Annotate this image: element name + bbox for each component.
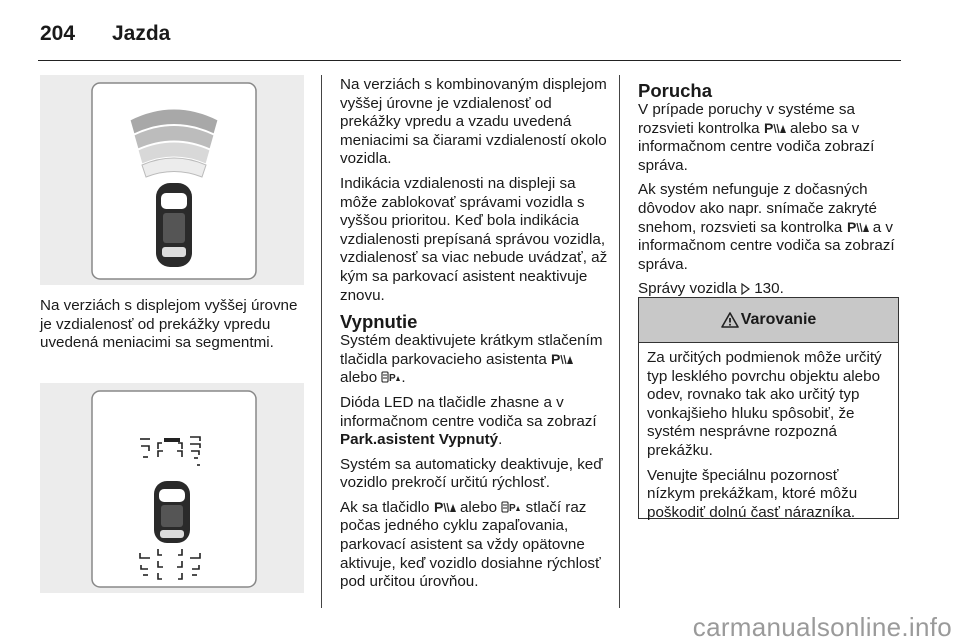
warning-title: Varovanie bbox=[740, 311, 817, 328]
park-assist-icon bbox=[847, 220, 869, 234]
front-segments-figure bbox=[40, 75, 304, 285]
advanced-park-assist-icon bbox=[501, 500, 521, 514]
svg-text:P: P bbox=[389, 373, 397, 385]
column-divider-1 bbox=[321, 75, 322, 608]
warning-header bbox=[639, 298, 898, 343]
watermark: carmanualsonline.info bbox=[692, 612, 952, 642]
advanced-park-assist-icon bbox=[381, 370, 401, 384]
section-heading-porucha: Porucha bbox=[638, 80, 713, 101]
paragraph: Systém deaktivujete krátkym stlačením tlačidla parkovacieho asistenta P alebo P . bbox=[340, 332, 603, 387]
figure-caption: Na verziách s displejom vyššej úrovne je vzdialenosť od prekážky vpredu uvedená meniacimi sa segmentmi. bbox=[40, 297, 298, 352]
paragraph: Na verziách s kombinovaným displejom vyššej úrovne je vzdialenosť od prekážky vpredu a vzadu uvedená meniacimi sa čiarami vzdialeností okolo vozidla. bbox=[340, 76, 607, 168]
warning-triangle-icon bbox=[721, 312, 739, 328]
paragraph: Systém sa automaticky deaktivuje, keď vozidlo prekročí určitú rýchlosť. bbox=[340, 455, 603, 492]
warning-box bbox=[638, 297, 899, 519]
svg-text:P: P bbox=[433, 499, 444, 514]
svg-text:P: P bbox=[763, 120, 774, 135]
section-heading-vypnutie: Vypnutie bbox=[340, 311, 418, 333]
svg-text:P: P bbox=[846, 219, 856, 234]
distance-lines-figure bbox=[40, 383, 304, 593]
paragraph: V prípade poruchy v systéme sa rozsvieti kontrolka P alebo sa v informačnom centre vodiča zobrazí správa. bbox=[638, 101, 875, 174]
park-assist-icon bbox=[551, 352, 573, 366]
paragraph: Správy vozidla 130. bbox=[638, 280, 784, 298]
park-assist-icon bbox=[764, 121, 786, 135]
page-reference[interactable]: 130. bbox=[754, 280, 784, 298]
column-1 bbox=[40, 297, 305, 359]
page-reference-icon bbox=[741, 283, 750, 295]
park-assist-icon bbox=[434, 500, 456, 514]
paragraph: Ak sa tlačidlo P alebo P stlačí raz počas jedného cyklu zapaľovania, parkovací asistent sa vždy opätovne aktivuje, keď vozidlo dosiahne rýchlosť pod určitou úrovňou. bbox=[340, 498, 601, 591]
header-divider bbox=[38, 60, 901, 61]
warning-paragraph: Venujte špeciálnu pozornosť nízkym prekážkam, ktoré môžu poškodiť dolnú časť nárazníka. bbox=[647, 466, 858, 521]
warning-paragraph: Za určitých podmienok môže určitý typ lesklého povrchu objektu alebo odev, rovnako tak ako určitý typ vonkajšieho hluku spôsobiť, že systém nesprávne rozpozná prekážku. bbox=[647, 349, 882, 459]
svg-text:P: P bbox=[551, 351, 561, 366]
page-number: 204 bbox=[40, 22, 76, 45]
display-message: Park.asistent Vypnutý bbox=[340, 431, 499, 449]
column-divider-2 bbox=[619, 75, 620, 608]
paragraph: Ak systém nefunguje z dočasných dôvodov ako napr. snímače zakryté snehom, rozsvieti sa kontrolka P a v informačnom centre vodiča sa zobrazí správa. bbox=[638, 181, 895, 273]
column-2 bbox=[340, 76, 608, 598]
section-title: Jazda bbox=[112, 22, 171, 45]
paragraph: Indikácia vzdialenosti na displeji sa môže zablokovať správami vozidla s vyššou prioritou. Keď bola indikácia vzdialenosti prepísaná správou vozidla, vzdialenosť sa viac nebude uvádzať, až kým sa parkovací asistent neaktivuje znovu. bbox=[340, 174, 608, 304]
svg-text:P: P bbox=[509, 502, 517, 514]
column-3 bbox=[638, 78, 902, 305]
warning-body bbox=[639, 343, 898, 522]
paragraph: Dióda LED na tlačidle zhasne a v informačnom centre vodiča sa zobrazí Park.asistent Vypnutý. bbox=[340, 393, 597, 449]
